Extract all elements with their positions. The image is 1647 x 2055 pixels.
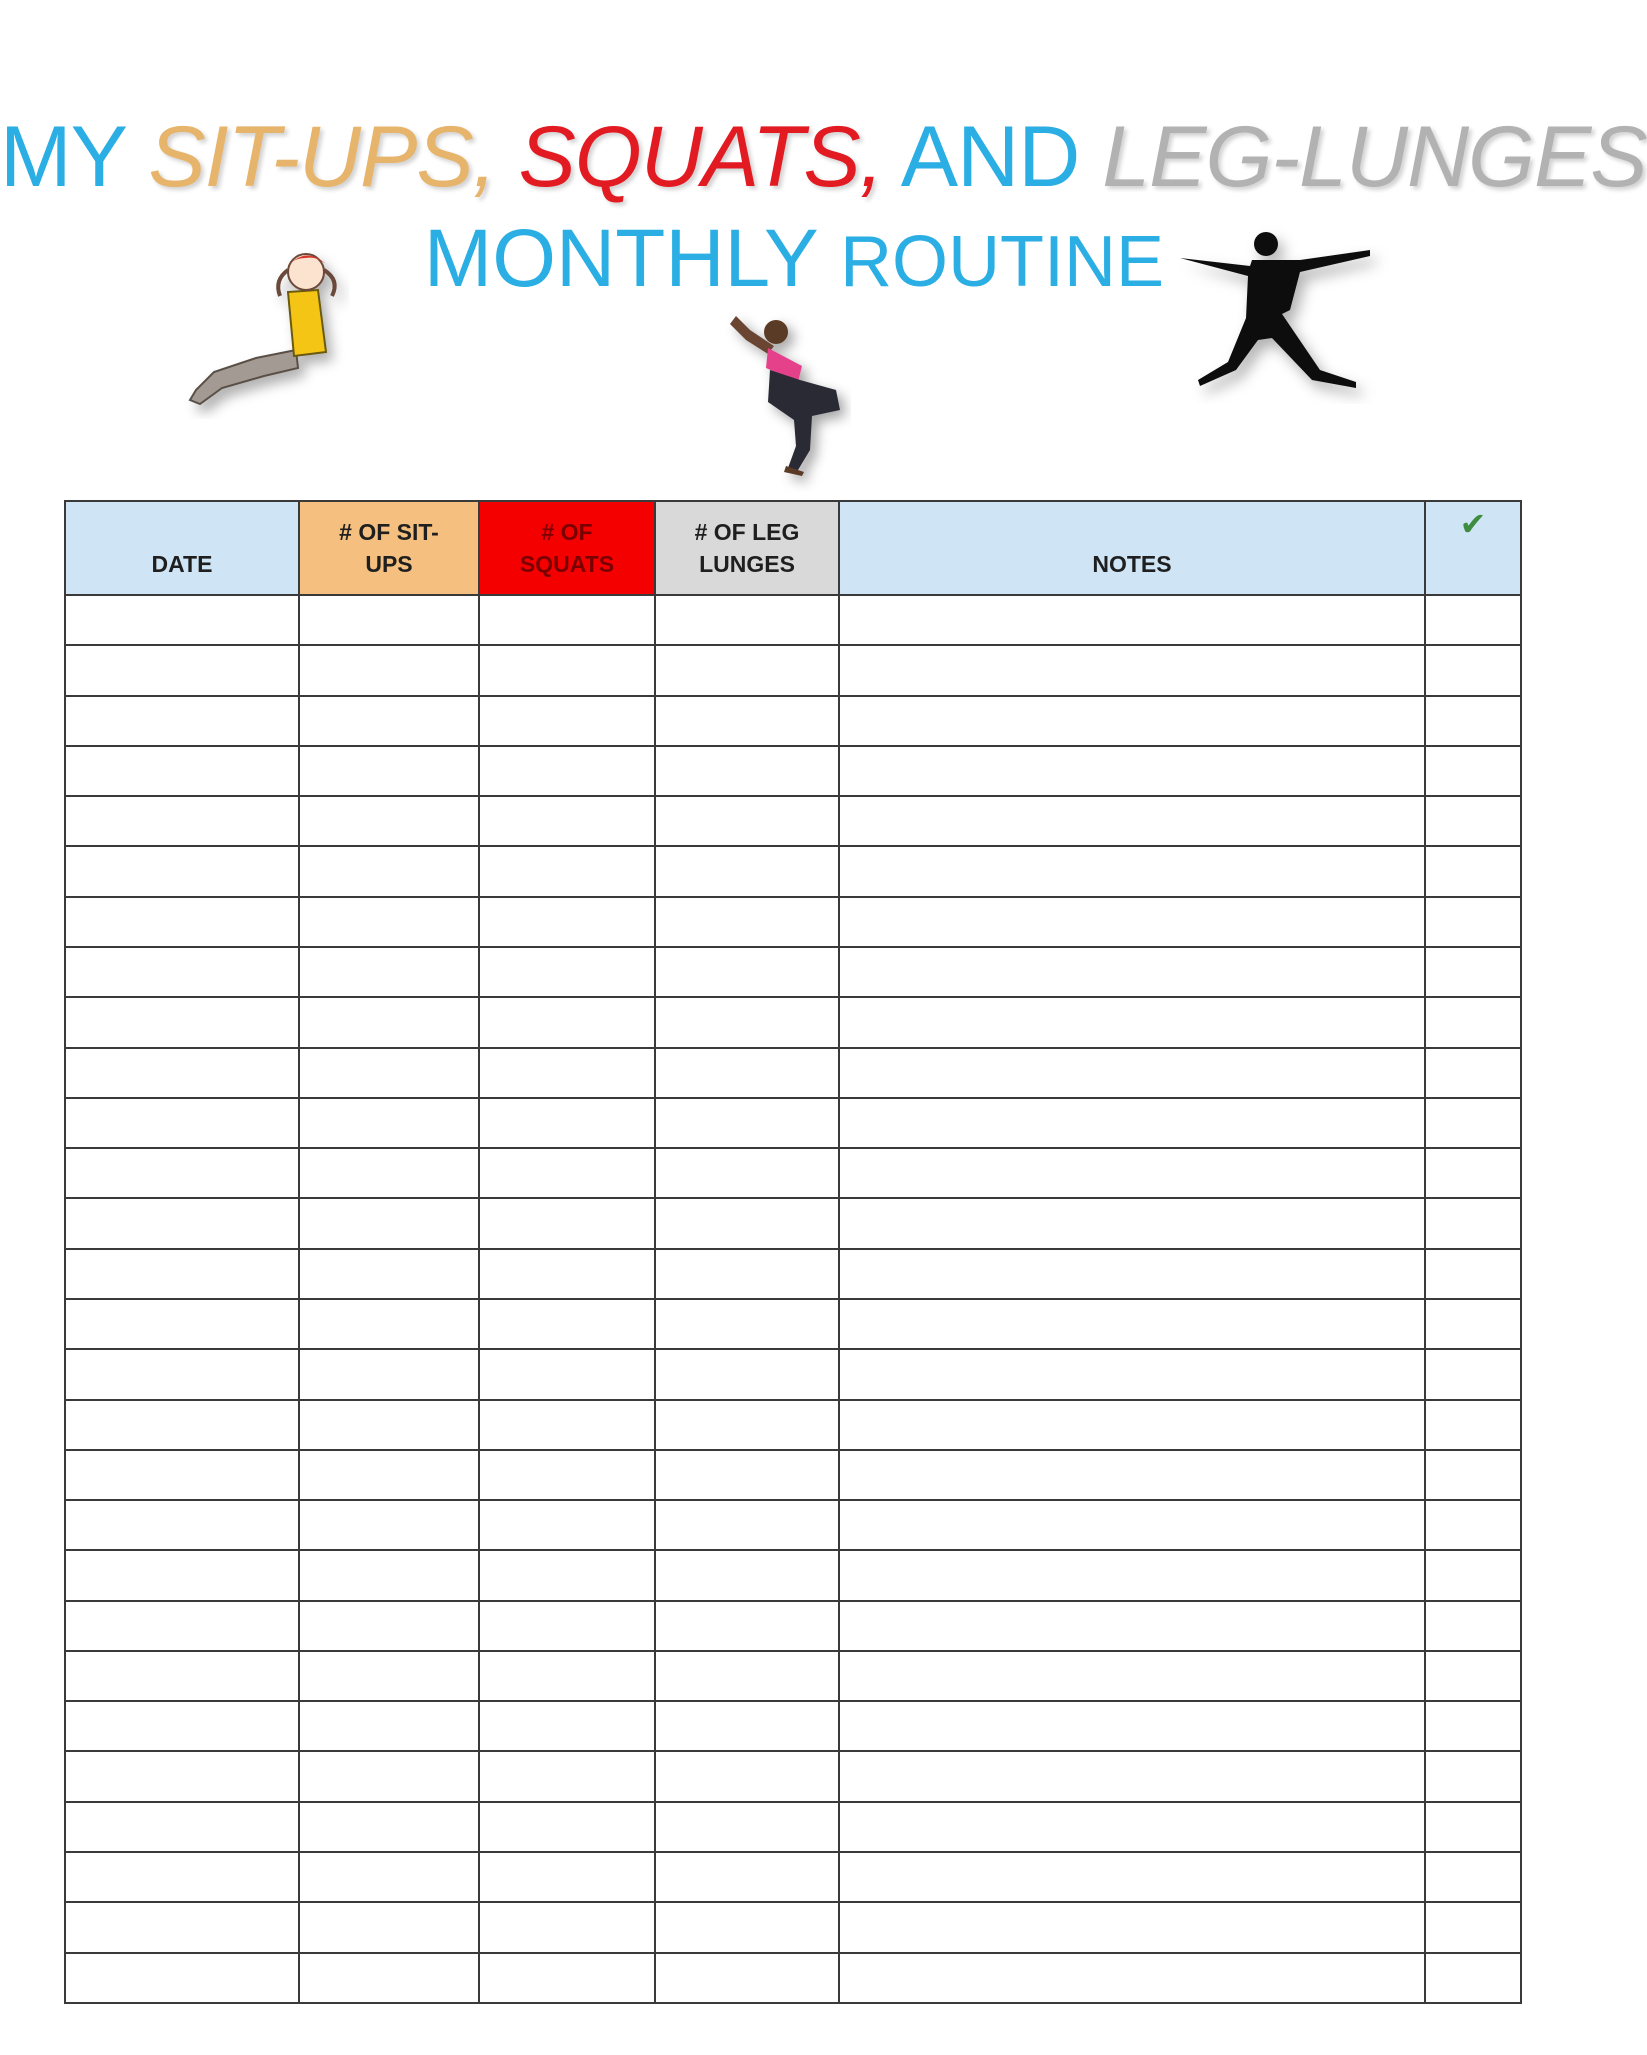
lunges-cell[interactable] <box>655 1802 839 1852</box>
check-cell[interactable] <box>1425 897 1521 947</box>
situps-cell[interactable] <box>299 696 479 746</box>
check-cell[interactable] <box>1425 1148 1521 1198</box>
date-cell[interactable] <box>65 947 299 997</box>
squats-cell[interactable] <box>479 1198 655 1248</box>
lunges-cell[interactable] <box>655 1400 839 1450</box>
notes-cell[interactable] <box>839 1299 1425 1349</box>
squats-cell[interactable] <box>479 1751 655 1801</box>
check-cell[interactable] <box>1425 1902 1521 1952</box>
table-row <box>65 696 1521 746</box>
date-cell[interactable] <box>65 1550 299 1600</box>
squat-figure-icon <box>716 310 866 480</box>
date-cell[interactable] <box>65 1198 299 1248</box>
check-cell[interactable] <box>1425 1550 1521 1600</box>
squats-cell[interactable] <box>479 1048 655 1098</box>
check-cell[interactable] <box>1425 1198 1521 1248</box>
header-situps <box>299 501 479 595</box>
notes-cell[interactable] <box>839 1400 1425 1450</box>
lunges-cell[interactable] <box>655 1249 839 1299</box>
situps-cell[interactable] <box>299 997 479 1047</box>
notes-cell[interactable] <box>839 1500 1425 1550</box>
header-situps-line-1: # OF SIT- <box>339 519 439 545</box>
notes-cell[interactable] <box>839 1902 1425 1952</box>
notes-cell[interactable] <box>839 1701 1425 1751</box>
check-cell[interactable] <box>1425 1601 1521 1651</box>
notes-cell[interactable] <box>839 947 1425 997</box>
squats-cell[interactable] <box>479 796 655 846</box>
notes-cell[interactable] <box>839 1048 1425 1098</box>
situps-cell[interactable] <box>299 1249 479 1299</box>
lunges-cell[interactable] <box>655 947 839 997</box>
check-cell[interactable] <box>1425 1400 1521 1450</box>
lunges-cell[interactable] <box>655 1198 839 1248</box>
squats-cell[interactable] <box>479 1400 655 1450</box>
lunges-cell[interactable] <box>655 1701 839 1751</box>
header-squats <box>479 501 655 595</box>
date-cell[interactable] <box>65 1701 299 1751</box>
date-cell[interactable] <box>65 897 299 947</box>
title-monthly: MONTHLY <box>423 213 818 304</box>
situps-cell[interactable] <box>299 1802 479 1852</box>
notes-cell[interactable] <box>839 595 1425 645</box>
lunges-cell[interactable] <box>655 1751 839 1801</box>
table-body <box>65 595 1521 2003</box>
date-cell[interactable] <box>65 1048 299 1098</box>
table-row <box>65 1148 1521 1198</box>
lunges-cell[interactable] <box>655 1601 839 1651</box>
situps-cell[interactable] <box>299 947 479 997</box>
table-row <box>65 1400 1521 1450</box>
check-cell[interactable] <box>1425 1802 1521 1852</box>
table-row <box>65 1802 1521 1852</box>
squats-cell[interactable] <box>479 1852 655 1902</box>
situps-cell[interactable] <box>299 846 479 896</box>
notes-cell[interactable] <box>839 1953 1425 2003</box>
header-check-icon: ✔ <box>1425 501 1521 595</box>
situps-cell[interactable] <box>299 1148 479 1198</box>
check-cell[interactable] <box>1425 696 1521 746</box>
table-row <box>65 1048 1521 1098</box>
lunges-cell[interactable] <box>655 595 839 645</box>
header-date: DATE <box>65 501 299 595</box>
check-cell[interactable] <box>1425 1299 1521 1349</box>
date-cell[interactable] <box>65 1299 299 1349</box>
title-segment: AND <box>882 109 1103 205</box>
notes-cell[interactable] <box>839 796 1425 846</box>
lunges-cell[interactable] <box>655 1450 839 1500</box>
lunges-cell[interactable] <box>655 1500 839 1550</box>
header-lunges-line-1: # OF LEG <box>694 519 800 545</box>
squats-cell[interactable] <box>479 1500 655 1550</box>
title-segment: SIT-UPS, <box>148 109 496 205</box>
check-cell[interactable] <box>1425 1751 1521 1801</box>
squats-cell[interactable] <box>479 1349 655 1399</box>
check-cell[interactable] <box>1425 947 1521 997</box>
situps-cell[interactable] <box>299 897 479 947</box>
notes-cell[interactable] <box>839 1550 1425 1600</box>
squats-cell[interactable] <box>479 1098 655 1148</box>
title-segment: LEG-LUNGES <box>1102 109 1647 205</box>
situps-cell[interactable] <box>299 1400 479 1450</box>
notes-cell[interactable] <box>839 1651 1425 1701</box>
situps-cell[interactable] <box>299 595 479 645</box>
notes-cell[interactable] <box>839 1249 1425 1299</box>
notes-cell[interactable] <box>839 1601 1425 1651</box>
date-cell[interactable] <box>65 1400 299 1450</box>
squats-cell[interactable] <box>479 1249 655 1299</box>
table-row <box>65 645 1521 695</box>
table-row <box>65 897 1521 947</box>
squats-cell[interactable] <box>479 1953 655 2003</box>
check-cell[interactable] <box>1425 746 1521 796</box>
title-segment <box>496 109 519 205</box>
squats-cell[interactable] <box>479 645 655 695</box>
situps-cell[interactable] <box>299 1098 479 1148</box>
lunges-cell[interactable] <box>655 796 839 846</box>
date-cell[interactable] <box>65 1601 299 1651</box>
table-row <box>65 1198 1521 1248</box>
situps-cell[interactable] <box>299 746 479 796</box>
notes-cell[interactable] <box>839 1148 1425 1198</box>
situps-cell[interactable] <box>299 1550 479 1600</box>
check-cell[interactable] <box>1425 997 1521 1047</box>
lunges-cell[interactable] <box>655 746 839 796</box>
date-cell[interactable] <box>65 645 299 695</box>
lunges-cell[interactable] <box>655 1651 839 1701</box>
table-row <box>65 1249 1521 1299</box>
page-title-line-1 <box>0 108 1647 207</box>
lunges-cell[interactable] <box>655 897 839 947</box>
check-cell[interactable] <box>1425 1500 1521 1550</box>
situp-figure-icon <box>176 240 376 420</box>
notes-cell[interactable] <box>839 846 1425 896</box>
header-notes: NOTES <box>839 501 1425 595</box>
date-cell[interactable] <box>65 1751 299 1801</box>
table-row <box>65 746 1521 796</box>
date-cell[interactable] <box>65 796 299 846</box>
table-row <box>65 1550 1521 1600</box>
check-cell[interactable] <box>1425 1048 1521 1098</box>
date-cell[interactable] <box>65 1651 299 1701</box>
date-cell[interactable] <box>65 846 299 896</box>
check-cell[interactable] <box>1425 1249 1521 1299</box>
squats-cell[interactable] <box>479 1701 655 1751</box>
date-cell[interactable] <box>65 696 299 746</box>
table-row <box>65 1601 1521 1651</box>
squats-cell[interactable] <box>479 1550 655 1600</box>
lunges-cell[interactable] <box>655 696 839 746</box>
lunges-cell[interactable] <box>655 645 839 695</box>
check-cell[interactable] <box>1425 1098 1521 1148</box>
date-cell[interactable] <box>65 1098 299 1148</box>
squats-cell[interactable] <box>479 595 655 645</box>
date-cell[interactable] <box>65 1450 299 1500</box>
situps-cell[interactable] <box>299 1601 479 1651</box>
check-cell[interactable] <box>1425 1953 1521 2003</box>
squats-cell[interactable] <box>479 1450 655 1500</box>
title-segment: SQUATS, <box>518 109 883 205</box>
notes-cell[interactable] <box>839 897 1425 947</box>
situps-cell[interactable] <box>299 1048 479 1098</box>
workout-log-table <box>64 500 1522 2004</box>
title-routine: ROUTINE <box>840 222 1165 302</box>
header-situps-line-2: UPS <box>365 551 413 577</box>
lunges-cell[interactable] <box>655 1299 839 1349</box>
title-segment: MY <box>0 109 149 205</box>
lunges-cell[interactable] <box>655 1852 839 1902</box>
lunges-cell[interactable] <box>655 1098 839 1148</box>
date-cell[interactable] <box>65 1349 299 1399</box>
situps-cell[interactable] <box>299 1751 479 1801</box>
lunges-cell[interactable] <box>655 997 839 1047</box>
squats-cell[interactable] <box>479 696 655 746</box>
lunges-cell[interactable] <box>655 1148 839 1198</box>
lunges-cell[interactable] <box>655 1048 839 1098</box>
table-row <box>65 1450 1521 1500</box>
date-cell[interactable] <box>65 1249 299 1299</box>
situps-cell[interactable] <box>299 1500 479 1550</box>
squats-cell[interactable] <box>479 1802 655 1852</box>
table-row <box>65 1751 1521 1801</box>
check-cell[interactable] <box>1425 1450 1521 1500</box>
notes-cell[interactable] <box>839 1098 1425 1148</box>
header-lunges-line-2: LUNGES <box>699 551 795 577</box>
notes-cell[interactable] <box>839 696 1425 746</box>
situps-cell[interactable] <box>299 796 479 846</box>
table-row <box>65 1902 1521 1952</box>
table-row <box>65 1098 1521 1148</box>
squats-cell[interactable] <box>479 746 655 796</box>
situps-cell[interactable] <box>299 1852 479 1902</box>
table-row <box>65 947 1521 997</box>
table-header-row <box>65 501 1521 595</box>
lunges-cell[interactable] <box>655 1953 839 2003</box>
notes-cell[interactable] <box>839 1852 1425 1902</box>
notes-cell[interactable] <box>839 645 1425 695</box>
date-cell[interactable] <box>65 1500 299 1550</box>
date-cell[interactable] <box>65 1953 299 2003</box>
check-cell[interactable] <box>1425 1349 1521 1399</box>
date-cell[interactable] <box>65 746 299 796</box>
lunges-cell[interactable] <box>655 1550 839 1600</box>
situps-cell[interactable] <box>299 645 479 695</box>
table-row <box>65 1701 1521 1751</box>
header-lunges <box>655 501 839 595</box>
date-cell[interactable] <box>65 595 299 645</box>
situps-cell[interactable] <box>299 1450 479 1500</box>
lunge-figure-icon <box>1180 230 1380 405</box>
squats-cell[interactable] <box>479 997 655 1047</box>
notes-cell[interactable] <box>839 1450 1425 1500</box>
squats-cell[interactable] <box>479 846 655 896</box>
squats-cell[interactable] <box>479 1651 655 1701</box>
squats-cell[interactable] <box>479 1601 655 1651</box>
situps-cell[interactable] <box>299 1701 479 1751</box>
notes-cell[interactable] <box>839 997 1425 1047</box>
notes-cell[interactable] <box>839 1198 1425 1248</box>
table-row <box>65 796 1521 846</box>
check-cell[interactable] <box>1425 796 1521 846</box>
situps-cell[interactable] <box>299 1902 479 1952</box>
lunges-cell[interactable] <box>655 1349 839 1399</box>
table-row <box>65 846 1521 896</box>
table-row <box>65 1651 1521 1701</box>
table-row <box>65 1299 1521 1349</box>
lunges-cell[interactable] <box>655 846 839 896</box>
table-row <box>65 1852 1521 1902</box>
situps-cell[interactable] <box>299 1349 479 1399</box>
situps-cell[interactable] <box>299 1299 479 1349</box>
table-row <box>65 1953 1521 2003</box>
squats-cell[interactable] <box>479 1902 655 1952</box>
squats-cell[interactable] <box>479 947 655 997</box>
date-cell[interactable] <box>65 1852 299 1902</box>
check-cell[interactable] <box>1425 645 1521 695</box>
check-cell[interactable] <box>1425 595 1521 645</box>
date-cell[interactable] <box>65 1802 299 1852</box>
date-cell[interactable] <box>65 997 299 1047</box>
table-row <box>65 1349 1521 1399</box>
notes-cell[interactable] <box>839 1751 1425 1801</box>
squats-cell[interactable] <box>479 1299 655 1349</box>
check-cell[interactable] <box>1425 846 1521 896</box>
table-row <box>65 595 1521 645</box>
situps-cell[interactable] <box>299 1651 479 1701</box>
check-cell[interactable] <box>1425 1651 1521 1701</box>
table-row <box>65 997 1521 1047</box>
situps-cell[interactable] <box>299 1953 479 2003</box>
notes-cell[interactable] <box>839 1349 1425 1399</box>
table-row <box>65 1500 1521 1550</box>
lunges-cell[interactable] <box>655 1902 839 1952</box>
check-cell[interactable] <box>1425 1701 1521 1751</box>
date-cell[interactable] <box>65 1902 299 1952</box>
notes-cell[interactable] <box>839 1802 1425 1852</box>
squats-cell[interactable] <box>479 897 655 947</box>
header-squats-line-2: SQUATS <box>519 551 615 577</box>
notes-cell[interactable] <box>839 746 1425 796</box>
header-squats-line-1: # OF <box>541 519 593 545</box>
situps-cell[interactable] <box>299 1198 479 1248</box>
squats-cell[interactable] <box>479 1148 655 1198</box>
date-cell[interactable] <box>65 1148 299 1198</box>
check-cell[interactable] <box>1425 1852 1521 1902</box>
